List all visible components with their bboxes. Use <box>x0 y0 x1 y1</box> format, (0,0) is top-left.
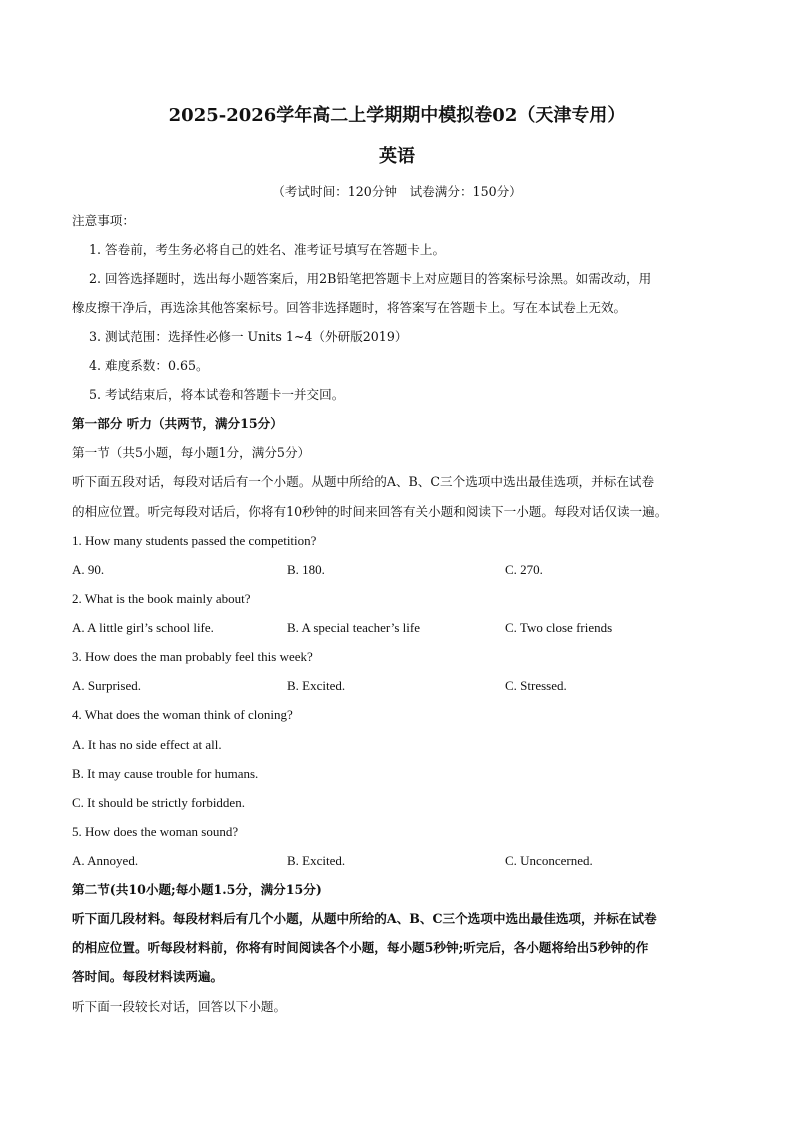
q1-option-c: C. 270. <box>505 562 543 577</box>
section2-instructions-3: 答时间。每段材料读两遍。 <box>72 969 224 984</box>
q5-option-b: B. Excited. <box>287 853 346 868</box>
section1-instructions-1: 听下面五段对话，每段对话后有一个小题。从题中所给的A、B、C三个选项中选出最佳选项，并标在试卷 <box>72 474 655 489</box>
section2-instructions-2: 的相应位置。听每段材料前，你将有时间阅读各个小题，每小题5秒钟;听完后，各小题将给出5秒钟的作 <box>72 940 649 955</box>
q2-option-a: A. A little girl’s school life. <box>72 620 214 635</box>
note-item-5: 5. 考试结束后，将本试卷和答题卡一并交回。 <box>89 387 345 402</box>
note-item-2: 2. 回答选择题时，选出每小题答案后，用2B铅笔把答题卡上对应题目的答案标号涂黑。如需改动，用 <box>89 271 652 286</box>
note-item-4: 4. 难度系数：0.65。 <box>89 358 209 373</box>
note-item-2-cont: 橡皮擦干净后，再选涂其他答案标号。回答非选择题时，将答案写在答题卡上。写在本试卷上无效。 <box>72 300 627 315</box>
question-1: 1. How many students passed the competition? <box>72 533 317 548</box>
section2-heading: 第二节(共10小题;每小题1.5分，满分15分) <box>72 882 322 897</box>
note-item-3: 3. 测试范围：选择性必修一 Units 1~4（外研版2019） <box>89 329 408 344</box>
q5-option-a: A. Annoyed. <box>72 853 139 868</box>
part1-heading: 第一部分 听力（共两节，满分15分） <box>72 416 283 431</box>
q4-option-a: A. It has no side effect at all. <box>72 737 222 752</box>
section1-instructions-2: 的相应位置。听完每段对话后，你将有10秒钟的时间来回答有关小题和阅读下一小题。每段对话仅读一遍。 <box>72 504 668 519</box>
q2-option-c: C. Two close friends <box>505 620 613 635</box>
question-4: 4. What does the woman think of cloning? <box>72 707 293 722</box>
exam-meta: （考试时间：120分钟 试卷满分：150分） <box>272 184 522 199</box>
question-2: 2. What is the book mainly about? <box>72 591 251 606</box>
section2-instructions-1: 听下面几段材料。每段材料后有几个小题，从题中所给的A、B、C三个选项中选出最佳选项，并标在试卷 <box>72 911 657 926</box>
q3-option-c: C. Stressed. <box>505 678 567 693</box>
question-3: 3. How does the man probably feel this week? <box>72 649 313 664</box>
q4-option-c: C. It should be strictly forbidden. <box>72 795 245 810</box>
q2-option-b: B. A special teacher’s life <box>287 620 420 635</box>
q3-option-a: A. Surprised. <box>72 678 141 693</box>
q1-option-a: A. 90. <box>72 562 105 577</box>
q4-option-b: B. It may cause trouble for humans. <box>72 766 259 781</box>
section1-heading: 第一节（共5小题，每小题1分，满分5分） <box>72 445 311 460</box>
q5-option-c: C. Unconcerned. <box>505 853 593 868</box>
exam-title: 2025-2026学年高二上学期期中模拟卷02（天津专用） <box>168 105 626 126</box>
q1-option-b: B. 180. <box>287 562 325 577</box>
notes-heading: 注意事项： <box>72 213 135 228</box>
subject-title: 英语 <box>379 146 415 167</box>
section2-prompt: 听下面一段较长对话，回答以下小题。 <box>72 999 287 1014</box>
q3-option-b: B. Excited. <box>287 678 346 693</box>
note-item-1: 1. 答卷前，考生务必将自己的姓名、准考证号填写在答题卡上。 <box>89 242 446 257</box>
question-5: 5. How does the woman sound? <box>72 824 239 839</box>
